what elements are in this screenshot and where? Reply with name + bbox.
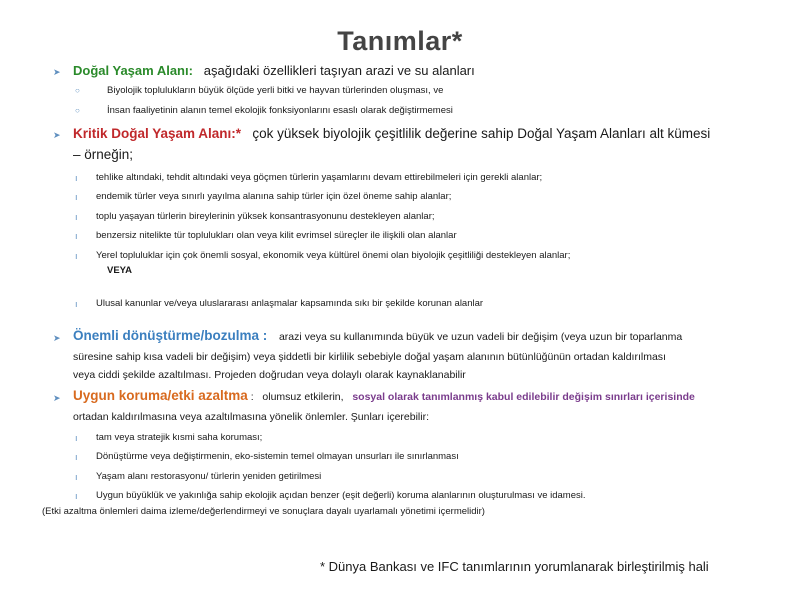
dash-bullet-icon: ı xyxy=(75,452,78,462)
dash-bullet-icon: ı xyxy=(75,433,78,443)
onemli-line-1: arazi veya su kullanımında büyük ve uzun vadeli bir değişim (veya uzun bir toparlanma xyxy=(278,331,683,343)
dash-bullet-icon: ı xyxy=(75,299,78,309)
uygun-line-2: ortadan kaldırılmasına veya azaltılmasına yönelik önlemler. Şunları içerebilir: xyxy=(73,411,430,423)
dash-bullet-icon: ı xyxy=(75,231,78,241)
arrow-bullet-icon: ➤ xyxy=(53,333,61,343)
arrow-bullet-icon: ➤ xyxy=(53,67,61,77)
circle-bullet-icon: ○ xyxy=(75,86,80,95)
dash-bullet-icon: ı xyxy=(75,192,78,202)
dogal-desc: aşağıdaki özellikleri taşıyan arazi ve su alanları xyxy=(203,63,475,78)
kritik-desc-2: – örneğin; xyxy=(73,147,134,162)
slide-title: Tanımlar* xyxy=(337,26,463,56)
onemli-term: Önemli dönüştürme/bozulma : xyxy=(73,328,268,343)
dash-bullet-icon: ı xyxy=(75,173,78,183)
kritik-desc: çok yüksek biyolojik çeşitlilik değerine sahip Doğal Yaşam Alanları alt kümesi xyxy=(252,126,711,141)
onemli-line-2: süresine sahip kısa vadeli bir değişim) veya şiddetli bir kirlilik sebebiyle doğal yaşam alanının bütünlüğünün ortadan kaldırılması xyxy=(73,351,666,363)
uygun-term: Uygun koruma/etki azaltma xyxy=(73,388,248,403)
circle-bullet-icon: ○ xyxy=(75,106,80,115)
dogal-term: Doğal Yaşam Alanı: xyxy=(73,63,193,78)
dash-bullet-icon: ı xyxy=(75,491,78,501)
onemli-line-3: veya ciddi şekilde azaltılması. Projeden doğrudan veya dolaylı olarak kaynaklanabilir xyxy=(73,369,466,381)
kritik-term: Kritik Doğal Yaşam Alanı:* xyxy=(73,126,242,141)
uygun-desc: olumsuz etkilerin, xyxy=(262,391,344,403)
uygun-desc-highlight: sosyal olarak tanımlanmış kabul edilebilir değişim sınırları içerisinde xyxy=(352,391,695,403)
arrow-bullet-icon: ➤ xyxy=(53,130,61,140)
dash-bullet-icon: ı xyxy=(75,212,78,222)
dash-bullet-icon: ı xyxy=(75,251,78,261)
footnote: * Dünya Bankası ve IFC tanımlarının yorumlanarak birleştirilmiş hali xyxy=(320,559,709,574)
arrow-bullet-icon: ➤ xyxy=(53,393,61,403)
dash-bullet-icon: ı xyxy=(75,472,78,482)
